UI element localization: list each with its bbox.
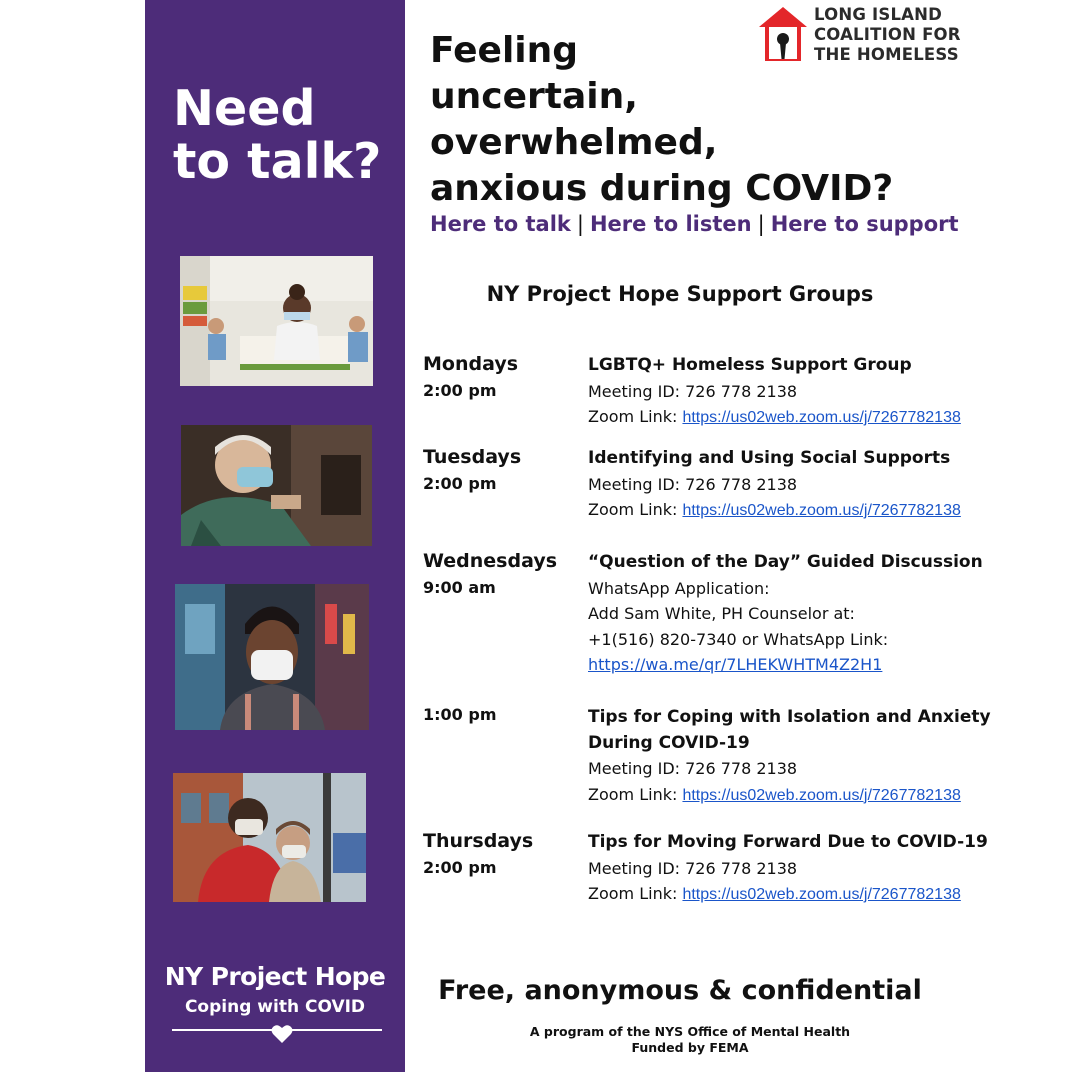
whatsapp-line-3: +1(516) 820-7340 or WhatsApp Link:: [588, 629, 889, 649]
brand-title: NY Project Hope: [164, 962, 386, 991]
zoom-line: [588, 497, 1058, 524]
meeting-id: Meeting ID: 726 778 2138: [588, 474, 798, 494]
headline-line-2: uncertain,: [430, 76, 638, 117]
tagline-listen: Here to listen: [589, 212, 752, 236]
classroom-photo: [180, 256, 373, 386]
young-woman-photo: [175, 584, 369, 730]
whatsapp-line-2: Add Sam White, PH Counselor at:: [588, 604, 855, 623]
main-headline: [430, 28, 910, 212]
zoom-link[interactable]: https://us02web.zoom.us/j/7267782138: [682, 502, 961, 519]
couple-photo: [173, 773, 366, 902]
group-title-line-1: Tips for Coping with Isolation and Anxiety: [588, 707, 991, 727]
schedule-time: 2:00 pm: [423, 474, 497, 493]
schedule-info: [588, 353, 1058, 431]
need-to-talk-line-2: to talk?: [173, 133, 382, 190]
project-hope-brand: [145, 962, 405, 1017]
schedule-time: 1:00 pm: [423, 705, 497, 724]
schedule-day: Wednesdays: [423, 550, 558, 572]
zoom-link[interactable]: https://us02web.zoom.us/j/7267782138: [682, 786, 961, 804]
brand-subtitle: Coping with COVID: [184, 997, 366, 1017]
meeting-id: Meeting ID: 726 778 2138: [588, 858, 798, 878]
need-to-talk-headline: [173, 82, 403, 188]
whatsapp-line-1: WhatsApp Application:: [588, 578, 770, 598]
tagline-talk: Here to talk: [430, 212, 571, 236]
whatsapp-link-line: [588, 652, 1058, 678]
logo-line-3: THE HOMELESS: [814, 45, 959, 64]
schedule-info: [588, 830, 1058, 908]
footer-program: [470, 1024, 910, 1056]
group-title: “Question of the Day” Guided Discussion: [588, 552, 983, 572]
schedule-day: Mondays: [423, 353, 519, 375]
zoom-line: [588, 881, 1058, 908]
schedule-info: [588, 446, 1058, 524]
zoom-label: Zoom Link:: [588, 500, 683, 519]
group-title: Identifying and Using Social Supports: [588, 448, 951, 468]
whatsapp-link[interactable]: https://wa.me/qr/7LHEKWHTM4Z2H1: [588, 655, 883, 674]
zoom-link[interactable]: https://us02web.zoom.us/j/7267782138: [682, 409, 961, 426]
zoom-line: [588, 404, 1058, 431]
headline-line-1: Feeling: [430, 30, 579, 71]
schedule-time: 2:00 pm: [423, 381, 497, 400]
logo-line-1: LONG ISLAND: [814, 5, 943, 24]
schedule-day: Thursdays: [423, 830, 534, 852]
headline-line-3: overwhelmed,: [430, 122, 718, 163]
schedule-info: [588, 705, 1058, 808]
meeting-id: Meeting ID: 726 778 2138: [588, 759, 798, 778]
schedule-time: 9:00 am: [423, 578, 496, 597]
tagline-separator: |: [757, 212, 765, 236]
schedule-time: 2:00 pm: [423, 858, 497, 877]
elderly-man-photo: [181, 425, 372, 546]
heart-icon: [271, 1024, 293, 1044]
need-to-talk-line-1: Need: [173, 80, 316, 137]
group-title: LGBTQ+ Homeless Support Group: [588, 355, 912, 375]
taglines: [430, 212, 990, 236]
zoom-link[interactable]: https://us02web.zoom.us/j/7267782138: [682, 886, 961, 903]
group-title: Tips for Moving Forward Due to COVID-19: [588, 832, 988, 852]
headline-line-4: anxious during COVID?: [430, 168, 894, 209]
program-line-1: A program of the NYS Office of Mental Health: [529, 1024, 851, 1039]
group-title-line-2: During COVID-19: [588, 732, 750, 753]
schedule-day: Tuesdays: [423, 446, 522, 468]
program-line-2: Funded by FEMA: [631, 1040, 749, 1055]
footer-tagline: Free, anonymous & confidential: [438, 975, 922, 1006]
section-title: NY Project Hope Support Groups: [486, 282, 874, 306]
zoom-line: [588, 782, 1058, 809]
tagline-support: Here to support: [770, 212, 959, 236]
zoom-label: Zoom Link:: [588, 884, 683, 903]
meeting-id: Meeting ID: 726 778 2138: [588, 381, 798, 401]
tagline-separator: |: [576, 212, 584, 236]
schedule-info: [588, 550, 1058, 678]
left-sidebar: [145, 0, 405, 1072]
zoom-label: Zoom Link:: [588, 407, 683, 426]
zoom-label: Zoom Link:: [588, 784, 683, 804]
logo-line-2: COALITION FOR: [814, 25, 961, 44]
